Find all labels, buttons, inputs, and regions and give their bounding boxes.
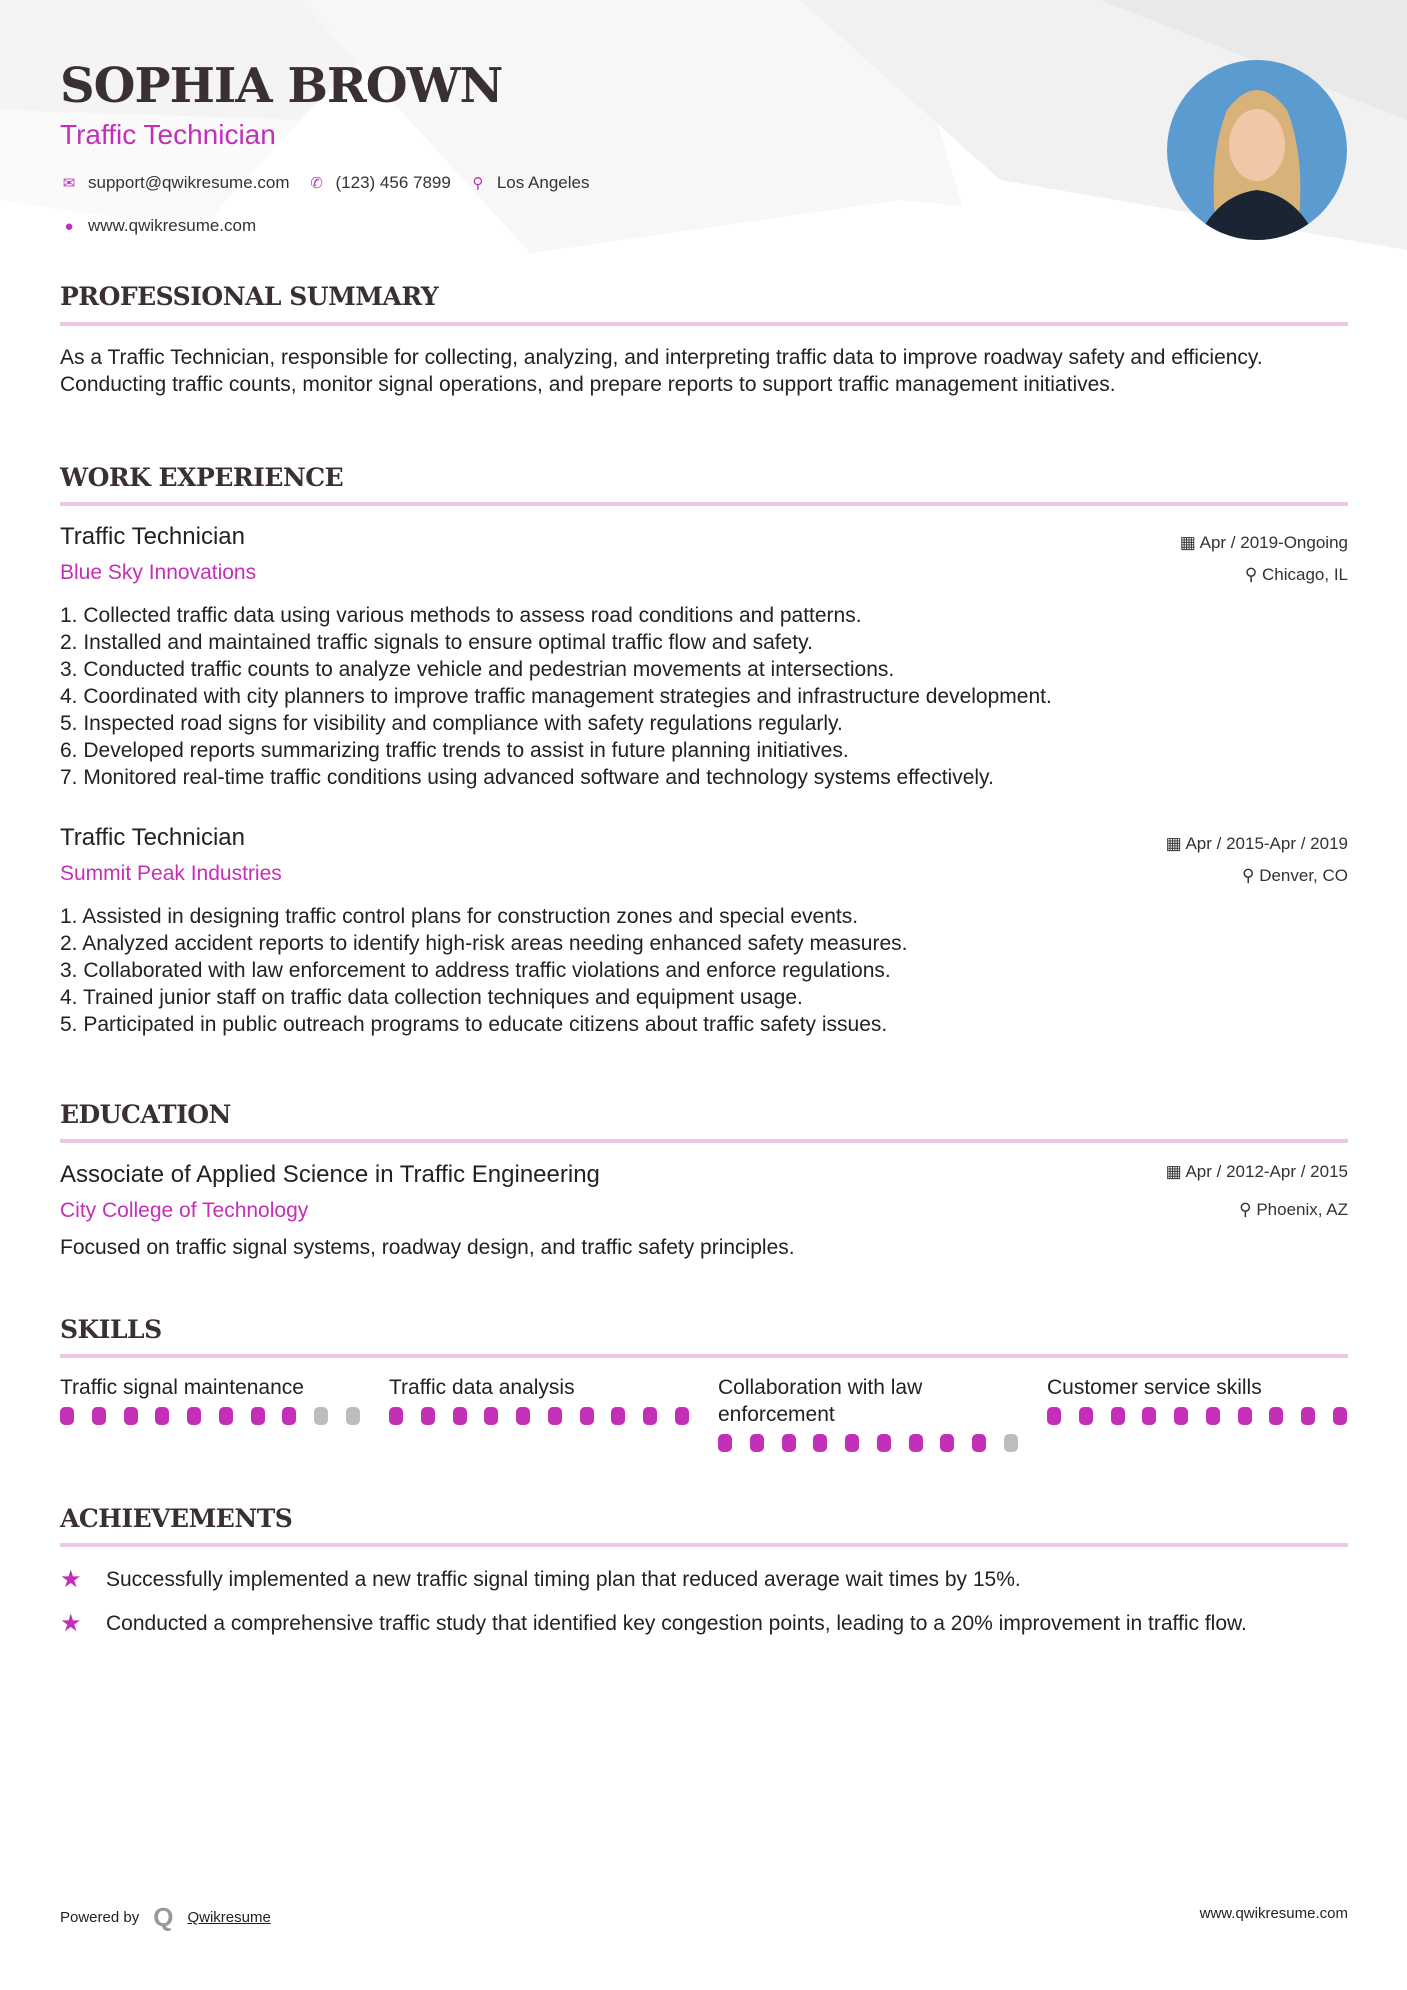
calendar-icon: ▦ [1179, 533, 1200, 552]
rating-dot-filled [611, 1407, 625, 1425]
email[interactable]: support@qwikresume.com [88, 173, 290, 192]
bullet: 1. Assisted in designing traffic control plans for construction zones and special events. [60, 905, 859, 928]
divider [60, 1543, 1348, 1547]
contact-row [60, 173, 589, 193]
pin-icon: ⚲ [1242, 866, 1260, 885]
section-heading-summary: PROFESSIONAL SUMMARY [60, 282, 439, 311]
phone-icon: ✆ [310, 175, 323, 192]
rating-dot-filled [1111, 1407, 1125, 1425]
rating-dot-filled [972, 1434, 986, 1452]
school: City College of Technology [60, 1199, 309, 1222]
skill-name: Traffic data analysis [389, 1376, 575, 1399]
rating-dot-filled [251, 1407, 265, 1425]
skill-name: Traffic signal maintenance [60, 1376, 304, 1399]
calendar-icon: ▦ [1165, 834, 1186, 853]
website-row [60, 216, 256, 236]
rating-dot-filled [453, 1407, 467, 1425]
skill-rating [60, 1407, 360, 1425]
bullet: 3. Collaborated with law enforcement to address traffic violations and enforce regulations. [60, 959, 891, 982]
education-location [1239, 1200, 1348, 1220]
star-icon: ★ [60, 1566, 82, 1593]
achievement-text: Successfully implemented a new traffic signal timing plan that reduced average wait times by 15%. [106, 1568, 1021, 1591]
rating-dot-filled [940, 1434, 954, 1452]
degree: Associate of Applied Science in Traffic Engineering [60, 1161, 600, 1188]
section-heading-skills: SKILLS [60, 1315, 162, 1344]
bullet: 2. Analyzed accident reports to identify high-risk areas needing enhanced safety measures. [60, 932, 908, 955]
section-heading-experience: WORK EXPERIENCE [60, 463, 344, 492]
job-bullets [60, 602, 1348, 791]
skill-item [718, 1374, 1018, 1452]
rating-dot-filled [155, 1407, 169, 1425]
job-location [1245, 565, 1348, 585]
achievement-item [60, 1566, 1320, 1593]
footer-website[interactable]: www.qwikresume.com [1199, 1905, 1348, 1922]
rating-dot-filled [1238, 1407, 1252, 1425]
rating-dot-filled [845, 1434, 859, 1452]
skill-name: Collaboration with law enforcement [718, 1376, 923, 1426]
job-title: Traffic Technician [60, 824, 245, 851]
rating-dot-filled [643, 1407, 657, 1425]
pin-icon: ⚲ [1239, 1200, 1257, 1219]
rating-dot-filled [718, 1434, 732, 1452]
location: Los Angeles [496, 173, 590, 192]
location-text: Denver, CO [1259, 866, 1348, 885]
map-pin-icon: ⚲ [472, 175, 484, 192]
skill-item [1047, 1374, 1347, 1425]
location-text: Phoenix, AZ [1256, 1200, 1348, 1219]
dates-text: Apr / 2019-Ongoing [1199, 533, 1348, 552]
dates-text: Apr / 2015-Apr / 2019 [1185, 834, 1348, 853]
globe-icon: ● [64, 217, 74, 235]
rating-dot-filled [813, 1434, 827, 1452]
qwikresume-logo-icon: Q [153, 1902, 174, 1932]
candidate-name: SOPHIA BROWN [60, 58, 503, 114]
rating-dot-filled [124, 1407, 138, 1425]
rating-dot-filled [1269, 1407, 1283, 1425]
calendar-icon: ▦ [1165, 1162, 1186, 1181]
rating-dot-filled [484, 1407, 498, 1425]
achievement-text: Conducted a comprehensive traffic study that identified key congestion points, leading to a 20% improvement in traffic flow. [106, 1612, 1247, 1635]
company: Summit Peak Industries [60, 862, 282, 885]
location-text: Chicago, IL [1262, 565, 1348, 584]
rating-dot-filled [1047, 1407, 1061, 1425]
section-heading-achievements: ACHIEVEMENTS [60, 1504, 293, 1533]
bullet: 6. Developed reports summarizing traffic trends to assist in future planning initiatives. [60, 739, 849, 762]
pin-icon: ⚲ [1244, 565, 1262, 584]
divider [60, 1139, 1348, 1143]
rating-dot-filled [1301, 1407, 1315, 1425]
rating-dot-filled [187, 1407, 201, 1425]
rating-dot-filled [1142, 1407, 1156, 1425]
skill-rating [1047, 1407, 1347, 1425]
rating-dot-filled [1333, 1407, 1347, 1425]
section-heading-education: EDUCATION [60, 1100, 231, 1129]
job-dates [1166, 834, 1348, 854]
star-icon: ★ [60, 1610, 82, 1637]
footer-brand [60, 1902, 271, 1933]
rating-dot-filled [219, 1407, 233, 1425]
job-bullets [60, 903, 1348, 1038]
rating-dot-filled [750, 1434, 764, 1452]
rating-dot-filled [548, 1407, 562, 1425]
education-dates [1166, 1162, 1348, 1182]
rating-dot-filled [92, 1407, 106, 1425]
envelope-icon: ✉ [62, 175, 76, 192]
website[interactable]: www.qwikresume.com [88, 216, 257, 235]
dates-text: Apr / 2012-Apr / 2015 [1185, 1162, 1348, 1181]
rating-dot-filled [877, 1434, 891, 1452]
rating-dot-empty [346, 1407, 360, 1425]
bullet: 7. Monitored real-time traffic conditions using advanced software and technology systems effectively. [60, 766, 994, 789]
rating-dot-filled [389, 1407, 403, 1425]
rating-dot-empty [1004, 1434, 1018, 1452]
bullet: 4. Coordinated with city planners to improve traffic management strategies and infrastructure development. [60, 685, 1052, 708]
skill-item [60, 1374, 360, 1425]
bullet: 5. Inspected road signs for visibility and compliance with safety regulations regularly. [60, 712, 843, 735]
job-location [1242, 866, 1348, 886]
skill-rating [389, 1407, 689, 1425]
rating-dot-filled [516, 1407, 530, 1425]
rating-dot-filled [580, 1407, 594, 1425]
summary-text: As a Traffic Technician, responsible for collecting, analyzing, and interpreting traffic data to improve roadway safety and efficiency. Conducting traffic counts, monitor signal operations, and prepare reports to support traffic management initiatives. [60, 346, 1263, 396]
brand-link[interactable]: Qwikresume [187, 1909, 271, 1926]
rating-dot-filled [60, 1407, 74, 1425]
job-title: Traffic Technician [60, 523, 245, 550]
achievement-item [60, 1610, 1320, 1637]
candidate-title: Traffic Technician [60, 119, 276, 150]
phone: (123) 456 7899 [335, 173, 451, 192]
bullet: 1. Collected traffic data using various methods to assess road conditions and patterns. [60, 604, 862, 627]
rating-dot-filled [675, 1407, 689, 1425]
rating-dot-filled [282, 1407, 296, 1425]
bullet: 2. Installed and maintained traffic signals to ensure optimal traffic flow and safety. [60, 631, 813, 654]
skill-rating [718, 1434, 1018, 1452]
bullet: 5. Participated in public outreach programs to educate citizens about traffic safety issues. [60, 1013, 888, 1036]
rating-dot-filled [1174, 1407, 1188, 1425]
rating-dot-filled [909, 1434, 923, 1452]
rating-dot-empty [314, 1407, 328, 1425]
education-description: Focused on traffic signal systems, roadway design, and traffic safety principles. [60, 1236, 795, 1259]
divider [60, 1354, 1348, 1358]
divider [60, 502, 1348, 506]
bullet: 4. Trained junior staff on traffic data collection techniques and equipment usage. [60, 986, 803, 1009]
powered-by-label: Powered by [60, 1909, 140, 1926]
rating-dot-filled [1079, 1407, 1093, 1425]
skill-name: Customer service skills [1047, 1376, 1262, 1399]
company: Blue Sky Innovations [60, 561, 257, 584]
rating-dot-filled [782, 1434, 796, 1452]
rating-dot-filled [1206, 1407, 1220, 1425]
job-dates [1180, 533, 1348, 553]
rating-dot-filled [421, 1407, 435, 1425]
avatar [1167, 60, 1347, 240]
divider [60, 322, 1348, 326]
skill-item [389, 1374, 689, 1425]
bullet: 3. Conducted traffic counts to analyze vehicle and pedestrian movements at intersections. [60, 658, 895, 681]
